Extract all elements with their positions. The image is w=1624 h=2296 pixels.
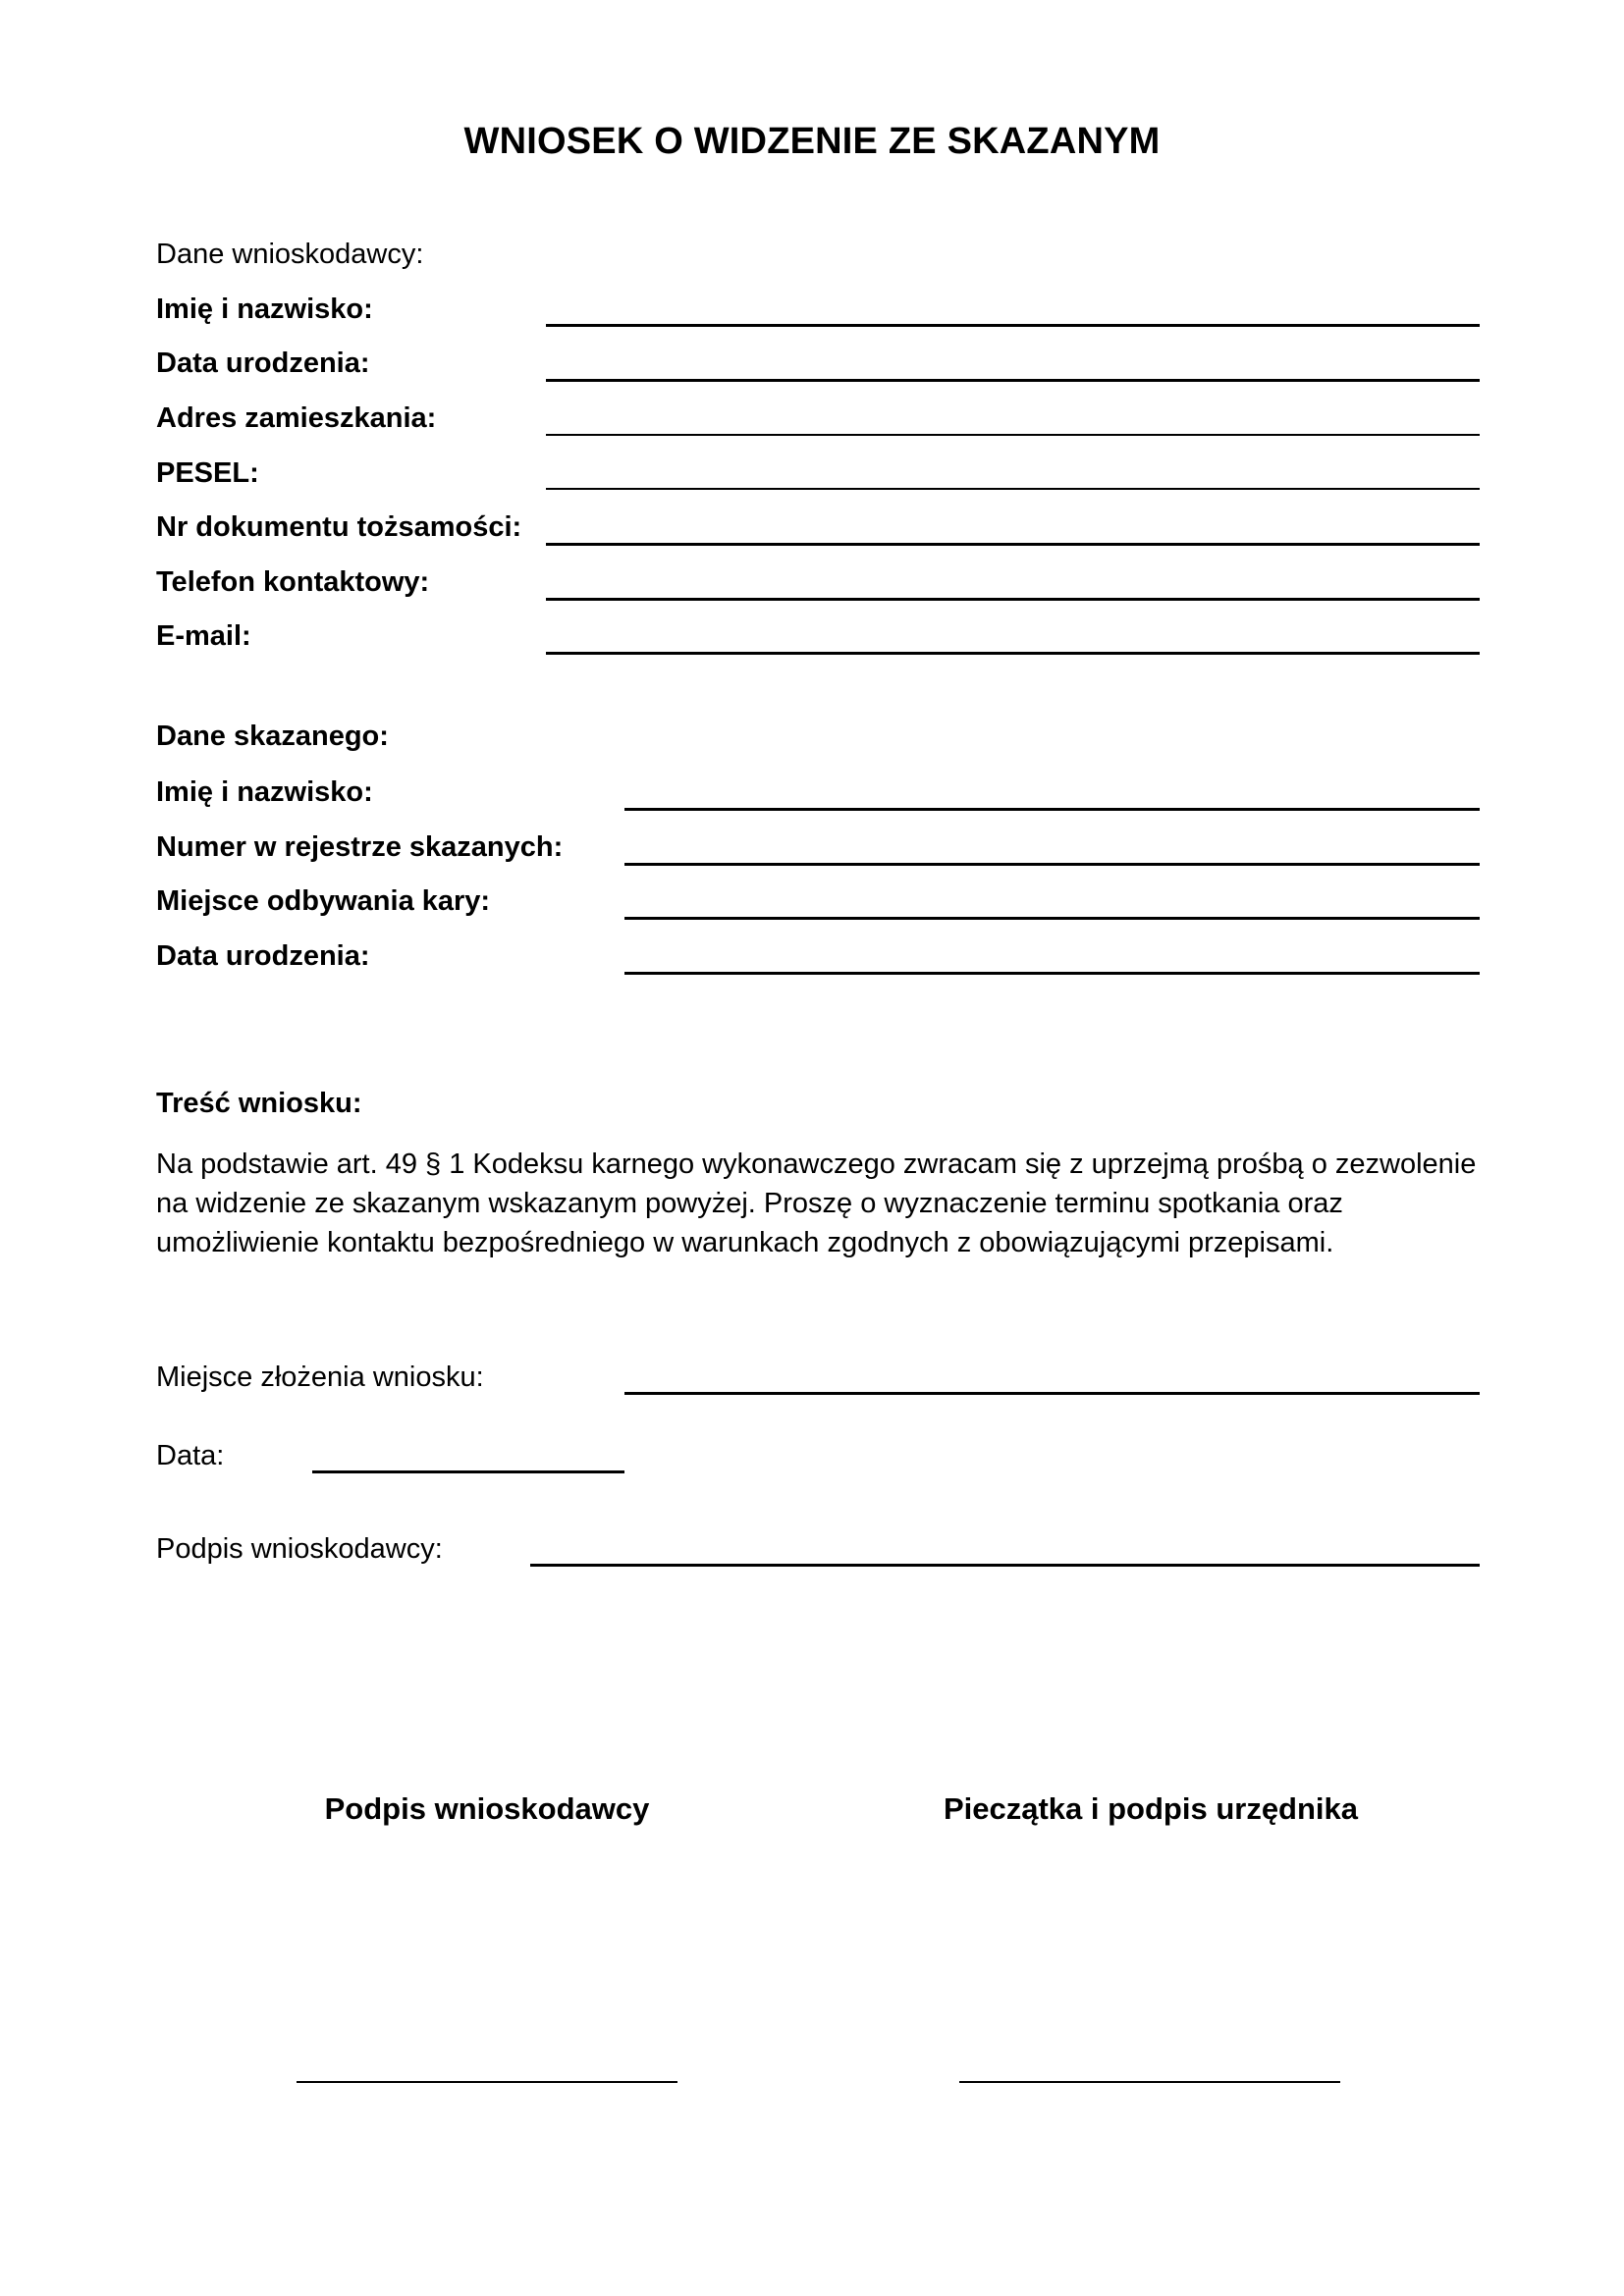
convict-register-number-label: Numer w rejestrze skazanych: bbox=[156, 831, 564, 863]
applicant-birthdate-label: Data urodzenia: bbox=[156, 347, 370, 379]
applicant-id-document-field[interactable] bbox=[546, 543, 1480, 546]
applicant-address-label: Adres zamieszkania: bbox=[156, 402, 437, 434]
signature-title-official: Pieczątka i podpis urzędnika bbox=[943, 1791, 1359, 1826]
applicant-id-document-label: Nr dokumentu tożsamości: bbox=[156, 511, 522, 543]
submission-place-field[interactable] bbox=[624, 1392, 1480, 1395]
request-heading: Treść wniosku: bbox=[156, 1088, 362, 1119]
convict-name-label: Imię i nazwisko: bbox=[156, 776, 373, 808]
signature-line-applicant[interactable] bbox=[297, 2081, 677, 2083]
convict-birthdate-field[interactable] bbox=[624, 972, 1480, 975]
convict-name-field[interactable] bbox=[624, 808, 1480, 811]
submission-date-label: Data: bbox=[156, 1440, 225, 1471]
convict-heading: Dane skazanego: bbox=[156, 721, 389, 752]
signature-title-applicant: Podpis wnioskodawcy bbox=[324, 1791, 650, 1826]
submission-signature-field[interactable] bbox=[530, 1564, 1480, 1567]
applicant-phone-label: Telefon kontaktowy: bbox=[156, 566, 430, 598]
applicant-birthdate-field[interactable] bbox=[546, 379, 1480, 382]
applicant-name-label: Imię i nazwisko: bbox=[156, 294, 373, 325]
applicant-pesel-label: PESEL: bbox=[156, 457, 259, 489]
convict-birthdate-label: Data urodzenia: bbox=[156, 940, 370, 972]
convict-register-number-field[interactable] bbox=[624, 863, 1480, 866]
signature-line-official[interactable] bbox=[959, 2081, 1340, 2083]
submission-place-label: Miejsce złożenia wniosku: bbox=[156, 1362, 484, 1393]
document-title: WNIOSEK O WIDZENIE ZE SKAZANYM bbox=[463, 121, 1161, 162]
applicant-phone-field[interactable] bbox=[546, 598, 1480, 601]
applicant-heading: Dane wnioskodawcy: bbox=[156, 239, 424, 270]
applicant-name-field[interactable] bbox=[546, 324, 1480, 327]
applicant-pesel-field[interactable] bbox=[546, 488, 1480, 490]
request-body: Na podstawie art. 49 § 1 Kodeksu karnego wykonawczego zwracam się z uprzejmą prośbą o zezwolenie na widzenie ze skazanym wskazanym powyżej. Proszę o wyznaczenie terminu spotkania oraz umożliwienie kontaktu bezpośredniego w warunkach zgodnych z obowiązującymi przepisami. bbox=[156, 1148, 1477, 1258]
applicant-email-field[interactable] bbox=[546, 652, 1480, 655]
submission-signature-label: Podpis wnioskodawcy: bbox=[156, 1533, 443, 1565]
submission-date-field[interactable] bbox=[312, 1470, 624, 1473]
convict-prison-field[interactable] bbox=[624, 917, 1480, 920]
applicant-address-field[interactable] bbox=[546, 434, 1480, 436]
convict-prison-label: Miejsce odbywania kary: bbox=[156, 885, 491, 917]
applicant-email-label: E-mail: bbox=[156, 620, 251, 652]
